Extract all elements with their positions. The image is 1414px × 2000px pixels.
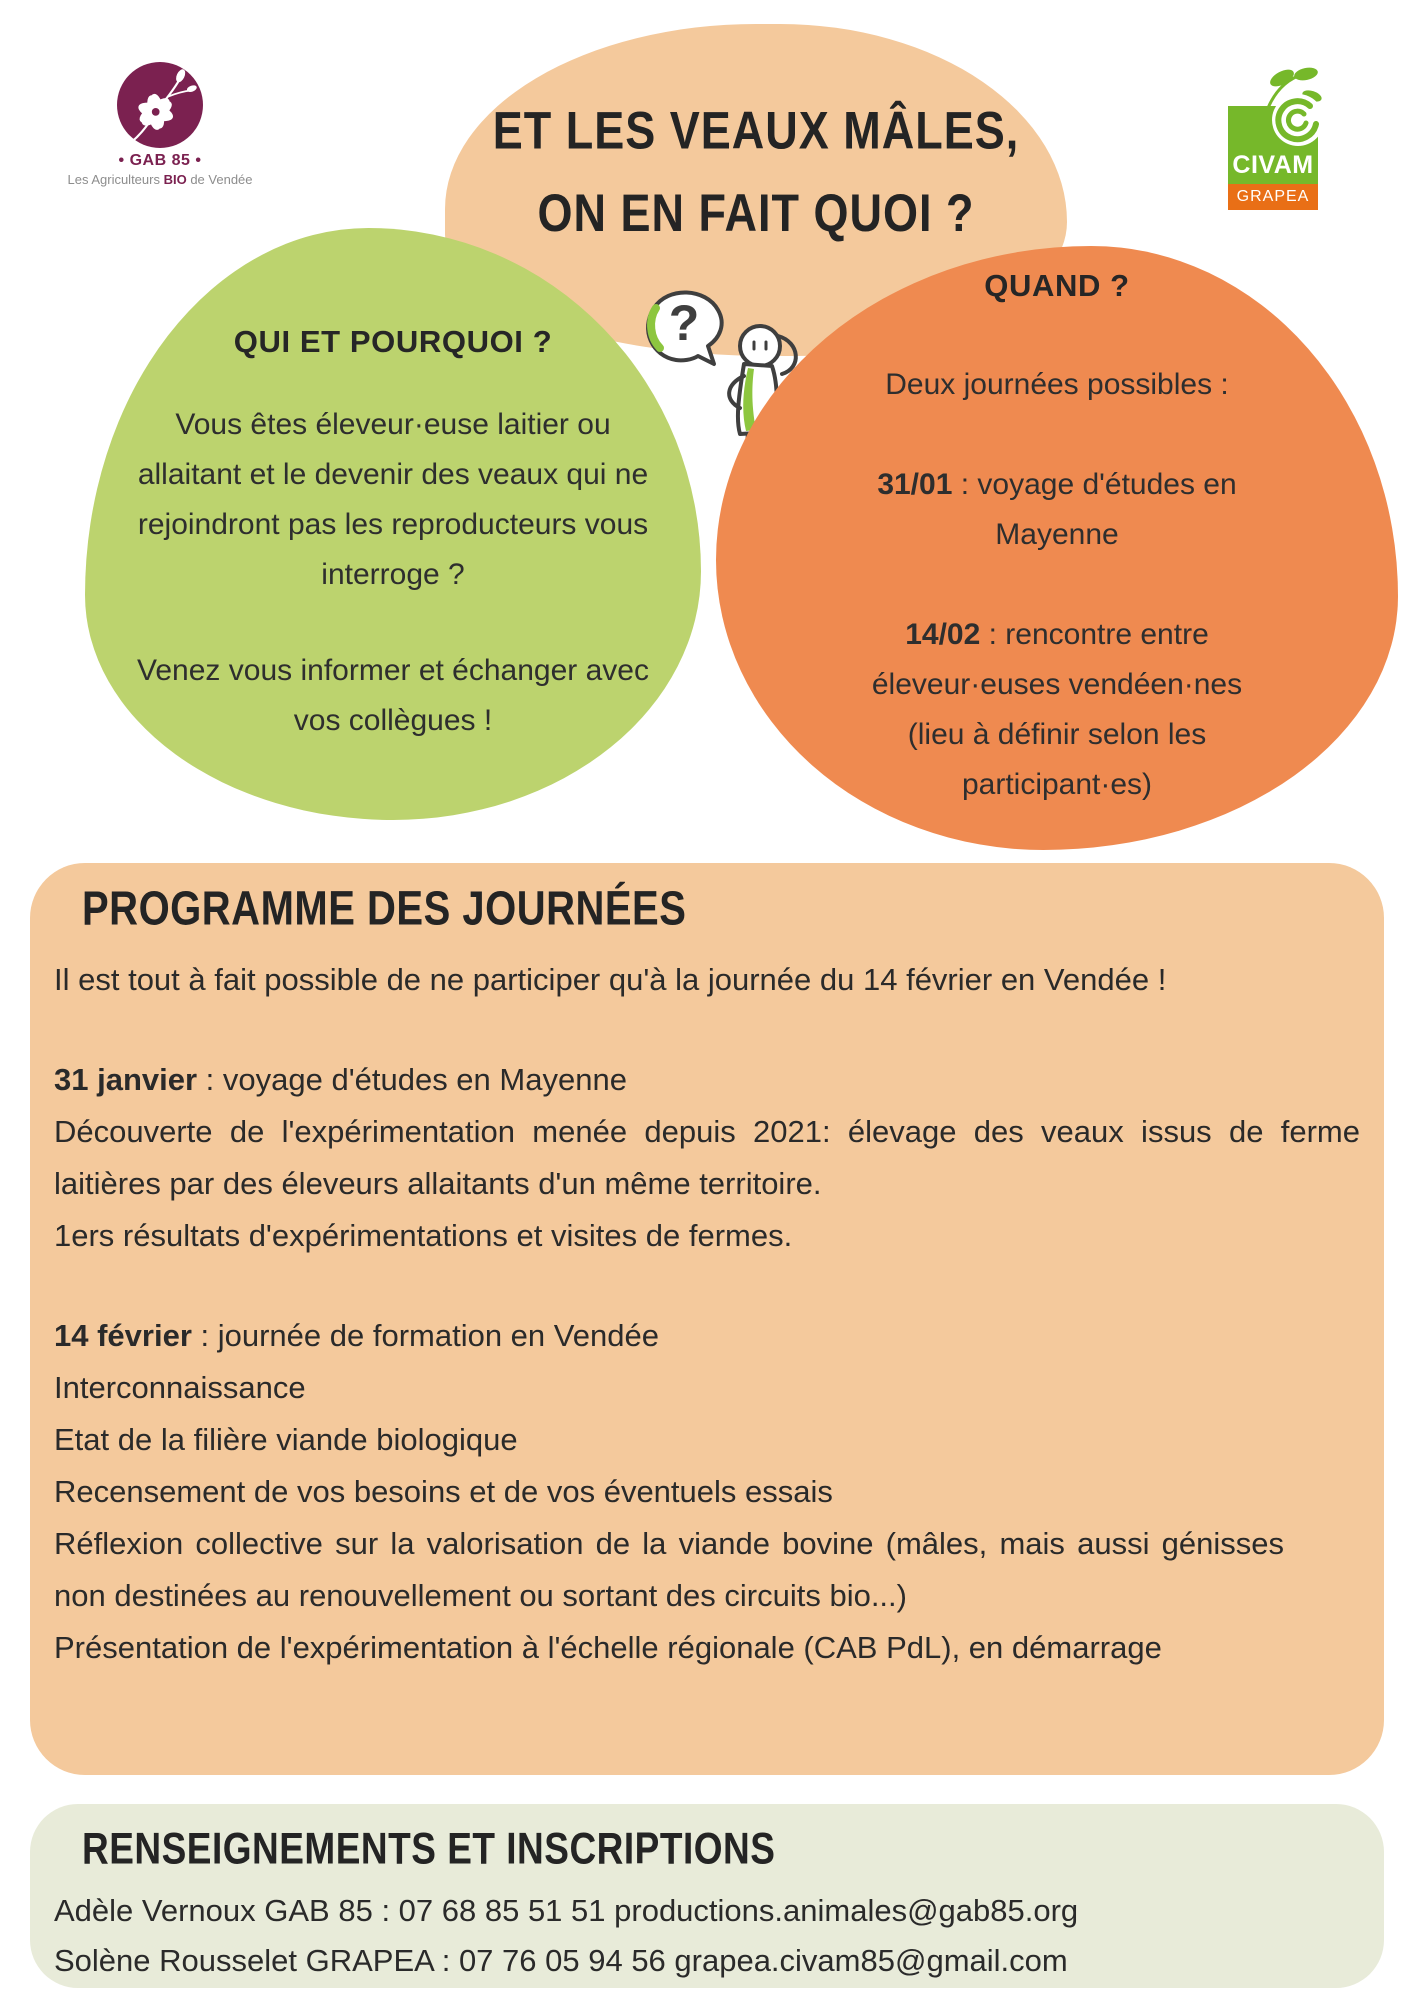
civam-swirl-icon: [1270, 92, 1326, 148]
programme-day2-detail-4: Réflexion collective sur la valorisation de la viande bovine (mâles, mais aussi génisses non destinées au renouvellement ou sortant des circuits bio...): [54, 1526, 1284, 1613]
programme-day1-block: [54, 1054, 1360, 1262]
when-heading: QUAND ?: [984, 268, 1130, 303]
programme-day1-detail-2: 1ers résultats d'expérimentations et visites de fermes.: [54, 1218, 793, 1253]
programme-section: [30, 863, 1384, 1775]
gab85-logo-label: • GAB 85 •: [118, 152, 202, 169]
programme-day2-block: [54, 1310, 1360, 1674]
who-and-why-paragraph-1: Vous êtes éleveur·euse laitier ou allaitant et le devenir des veaux qui ne rejoindront pas les reproducteurs vous interroge ?: [137, 408, 649, 591]
programme-day2-detail-5: Présentation de l'expérimentation à l'échelle régionale (CAB PdL), en démarrage: [54, 1630, 1162, 1665]
when-item-2: 14/02 : rencontre entre éleveur·euses vendéen·nes (lieu à définir selon les participant·es): [871, 618, 1243, 801]
page-title-line1: ET LES VEAUX MÂLES,: [492, 100, 1020, 161]
contact-section: [30, 1804, 1384, 1988]
when-item-1: 31/01 : voyage d'études en Mayenne: [877, 468, 1237, 551]
who-and-why-paragraph-2: Venez vous informer et échanger avec vos collègues !: [137, 654, 649, 737]
who-and-why-bubble: [85, 228, 701, 820]
page-title-line2: ON EN FAIT QUOI ?: [537, 182, 975, 243]
programme-day2-detail-1: Interconnaissance: [54, 1370, 306, 1405]
civam-logo-word: CIVAM: [1232, 151, 1314, 179]
contact-heading: RENSEIGNEMENTS ET INSCRIPTIONS: [82, 1823, 776, 1873]
programme-day1-detail-1: Découverte de l'expérimentation menée depuis 2021: élevage des veaux issus de ferme laitières par des éleveurs allaitants d'un même territoire.: [54, 1114, 1360, 1201]
programme-day2-detail-3: Recensement de vos besoins et de vos éventuels essais: [54, 1474, 833, 1509]
contact-line-gab85: Adèle Vernoux GAB 85 : 07 68 85 51 51 productions.animales@gab85.org: [54, 1893, 1079, 1928]
programme-day2-detail-2: Etat de la filière viande biologique: [54, 1422, 518, 1457]
who-and-why-heading: QUI ET POURQUOI ?: [233, 324, 553, 359]
contact-line-grapea: Solène Rousselet GRAPEA : 07 76 05 94 56 grapea.civam85@gmail.com: [54, 1943, 1068, 1978]
programme-day1-title: 31 janvier : voyage d'études en Mayenne: [54, 1062, 627, 1097]
when-bubble: [716, 246, 1398, 850]
gab85-logo-tagline: Les Agriculteurs BIO de Vendée: [67, 172, 253, 187]
grapea-logo-bar: [1228, 184, 1318, 210]
programme-day2-title: 14 février : journée de formation en Vendée: [54, 1318, 659, 1353]
gab85-flower-icon: [117, 62, 203, 148]
programme-intro: Il est tout à fait possible de ne participer qu'à la journée du 14 février en Vendée !: [54, 962, 1167, 997]
svg-text:?: ?: [668, 295, 700, 351]
when-intro: Deux journées possibles :: [885, 368, 1229, 401]
gab85-logo: [58, 62, 262, 187]
programme-heading: PROGRAMME DES JOURNÉES: [82, 882, 687, 936]
grapea-logo-word: GRAPEA: [1236, 188, 1310, 205]
civam-logo-square: [1228, 106, 1318, 184]
